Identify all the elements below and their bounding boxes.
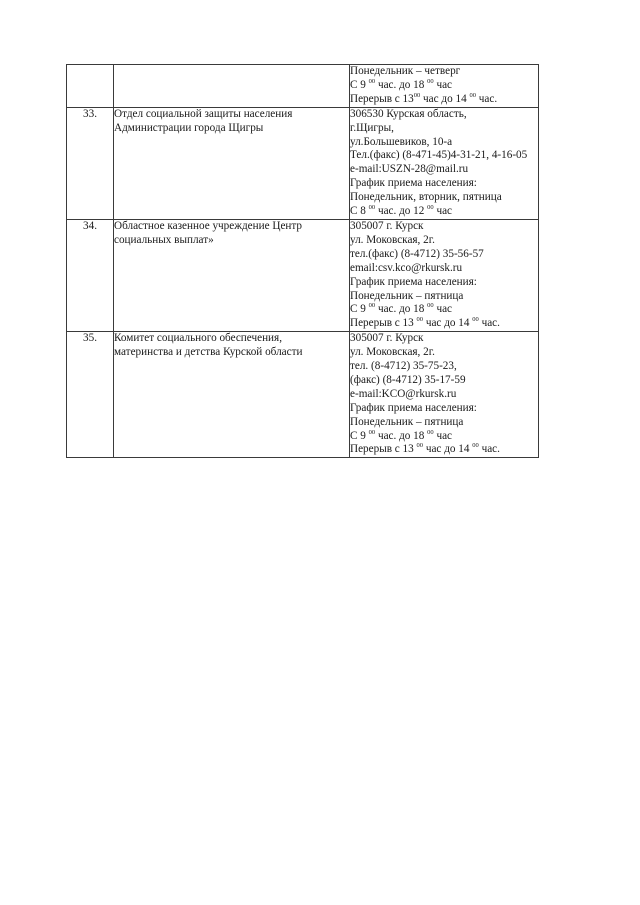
info-line: Понедельник, вторник, пятница: [350, 191, 502, 204]
contact-info: [350, 65, 539, 108]
org-line: Отдел социальной защиты населения: [114, 107, 293, 120]
row-number: [67, 65, 114, 108]
row-number: 33.: [67, 107, 114, 219]
info-line: (факс) (8-4712) 35-17-59: [350, 373, 466, 386]
info-line: Тел.(факс) (8-471-45)4-31-21, 4-16-05: [350, 149, 528, 162]
row-number: 35.: [67, 332, 114, 458]
organization-name: [114, 107, 350, 219]
org-line: Областное казенное учреждение Центр: [114, 219, 303, 232]
info-line: ул.Большевиков, 10-а: [350, 135, 453, 148]
email-line: e-mail:KCO@rkursk.ru: [350, 387, 457, 400]
info-line: С 8 $^{00}$ час. до 12 $^{00}$ час: [350, 204, 453, 218]
organization-name: [114, 219, 350, 331]
info-line: Понедельник – четверг: [350, 65, 461, 77]
info-line: ул. Моковская, 2г.: [350, 233, 435, 246]
info-line: Перерыв с 13 $^{00}$ час до 14 $^{00}$ час.: [350, 442, 500, 456]
org-line: социальных выплат»: [114, 233, 214, 246]
info-line: График приема населения:: [350, 275, 477, 288]
info-line: ул. Моковская, 2г.: [350, 346, 435, 359]
org-line: Комитет социального обеспечения,: [114, 332, 282, 345]
email-line: e-mail:USZN-28@mail.ru: [350, 163, 469, 176]
organizations-table: [66, 64, 539, 458]
info-line: График приема населения:: [350, 177, 477, 190]
email-line: email:csv.kco@rkursk.ru: [350, 261, 463, 274]
info-line: тел. (8-4712) 35-75-23,: [350, 360, 457, 373]
info-line: 306530 Курская область,: [350, 107, 467, 120]
info-line: г.Щигры,: [350, 121, 394, 134]
info-line: Перерыв с 13 $^{00}$ час до 14 $^{00}$ час.: [350, 316, 500, 330]
info-line: тел.(факс) (8-4712) 35-56-57: [350, 247, 484, 260]
table-row: [67, 107, 539, 219]
info-line: С 9 $^{00}$ час. до 18 $^{00}$ час: [350, 302, 453, 316]
contact-info: [350, 107, 539, 219]
contact-info: [350, 332, 539, 458]
org-line: материнства и детства Курской области: [114, 346, 303, 359]
info-line: 305007 г. Курск: [350, 219, 424, 232]
info-line: С 9 $^{00}$ час. до 18 $^{00}$ час: [350, 428, 453, 442]
contact-info: [350, 219, 539, 331]
info-line: Перерыв с $13^{00}$ час до 14 $^{00}$ час.: [350, 91, 498, 105]
info-line: Понедельник – пятница: [350, 415, 464, 428]
info-line: 305007 г. Курск: [350, 332, 424, 345]
table-row: [67, 65, 539, 108]
organization-name: [114, 332, 350, 458]
info-line: Понедельник – пятница: [350, 289, 464, 302]
info-line: С 9 $^{00}$ час. до 18 $^{00}$ час: [350, 77, 453, 91]
org-line: Администрации города Щигры: [114, 121, 264, 134]
row-number: 34.: [67, 219, 114, 331]
table-row: [67, 219, 539, 331]
organization-name: [114, 65, 350, 108]
table-row: [67, 332, 539, 458]
info-line: График приема населения:: [350, 401, 477, 414]
